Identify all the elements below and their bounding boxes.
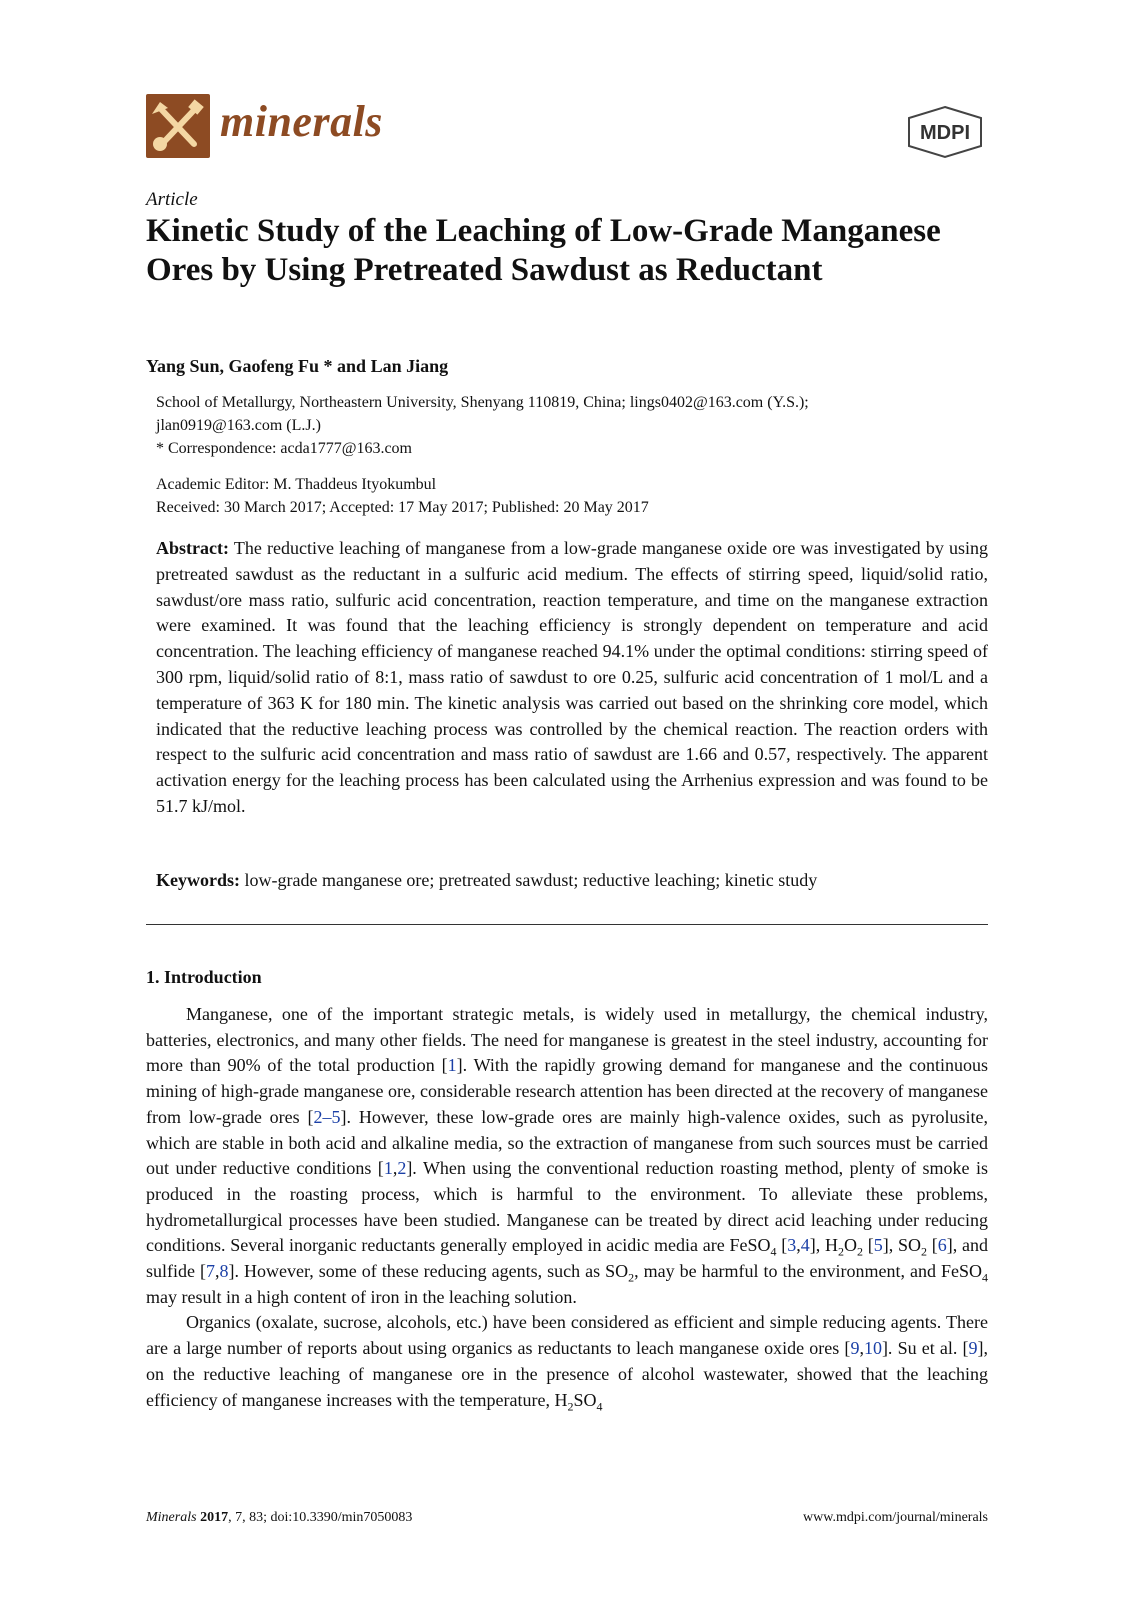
section-divider — [146, 924, 988, 925]
abstract-text: The reductive leaching of manganese from a low-grade manganese oxide ore was investigated by using pretreated sawdust as the reductant in a sulfuric acid medium. The effects of stirring speed, liquid/solid ratio, sawdust/ore mass ratio, sulfuric acid concentration, reaction temperature, and time on the manganese extraction were examined. It was found that the leaching efficiency is strongly dependent on temperature and acid concentration. The leaching efficiency of manganese reached 94.1% under the optimal conditions: stirring speed of 300 rpm, liquid/solid ratio of 8:1, mass ratio of sawdust to ore 0.25, sulfuric acid concentration of 1 mol/L and a temperature of 363 K for 180 min. The kinetic analysis was carried out based on the shrinking core model, which indicated that the reductive leaching process was controlled by the chemical reaction. The reaction orders with respect to the sulfuric acid concentration and mass ratio of sawdust are 1.66 and 0.57, respectively. The apparent activation energy for the leaching process has been calculated using the Arrhenius expression and was found to be 51.7 kJ/mol. — [156, 538, 988, 816]
citation-link[interactable]: 4 — [800, 1235, 810, 1256]
abstract-label: Abstract: — [156, 538, 229, 558]
paragraph: Organics (oxalate, sucrose, alcohols, etc.) have been considered as efficient and simple reducing agents. There are a large number of reports about using organics as reductants to leach manganese oxide ores [9,10]. Su et al. [9], on the reductive leaching of manganese ore in the presence of alcohol wastewater, showed that the leaching efficiency of manganese increases with the temperature, $H_2SO_4$ — [146, 1312, 989, 1414]
journal-name: minerals — [220, 97, 383, 146]
citation-link[interactable]: 2–5 — [313, 1106, 341, 1127]
footer-url[interactable]: www.mdpi.com/journal/minerals — [803, 1510, 988, 1525]
author-list: Yang Sun, Gaofeng Fu * and Lan Jiang — [146, 356, 449, 376]
citation-link[interactable]: 9 — [850, 1338, 860, 1359]
article-type: Article — [146, 189, 198, 210]
footer-citation: Minerals 2017, 7, 83; doi:10.3390/min7050083 — [146, 1510, 413, 1525]
keywords-label: Keywords: — [156, 870, 240, 890]
citation-link[interactable]: 2 — [397, 1158, 407, 1179]
citation-link[interactable]: 6 — [937, 1235, 947, 1256]
citation-link[interactable]: 8 — [219, 1261, 229, 1282]
keywords — [156, 870, 988, 891]
academic-editor: Academic Editor: M. Thaddeus Ityokumbul — [156, 476, 437, 493]
abstract — [156, 536, 988, 820]
citation-link[interactable]: 1 — [447, 1055, 457, 1076]
citation-link[interactable]: 3 — [787, 1235, 797, 1256]
citation-link[interactable]: 7 — [205, 1261, 215, 1282]
affiliation-line: School of Metallurgy, Northeastern University, Shenyang 110819, China; lings0402@163.com (Y.S.); — [156, 394, 809, 411]
correspondence: * Correspondence: acda1777@163.com — [156, 440, 412, 457]
publication-dates: Received: 30 March 2017; Accepted: 17 May 2017; Published: 20 May 2017 — [156, 499, 649, 516]
keywords-text: low-grade manganese ore; pretreated sawdust; reductive leaching; kinetic study — [244, 870, 818, 890]
affiliation-line: jlan0919@163.com (L.J.) — [156, 417, 321, 434]
mdpi-logo-text: MDPI — [920, 122, 970, 144]
citation-link[interactable]: 9 — [968, 1338, 978, 1359]
body-text — [146, 1002, 988, 1413]
citation-link[interactable]: 5 — [873, 1235, 883, 1256]
article-title: Kinetic Study of the Leaching of Low-Grade Manganese Ores by Using Pretreated Sawdust as Reductant — [146, 213, 941, 288]
citation-link[interactable]: 10 — [863, 1338, 882, 1359]
section-heading: 1. Introduction — [146, 967, 262, 987]
citation-link[interactable]: 1 — [383, 1158, 393, 1179]
paragraph: Manganese, one of the important strategic metals, is widely used in metallurgy, the chemical industry, batteries, electronics, and many other fields. The need for manganese is greatest in the steel industry, accounting for more than 90% of the total production [1]. With the rapidly growing demand for manganese and the continuous mining of high-grade manganese ore, considerable research attention has been directed at the recovery of manganese from low-grade ores [2–5]. However, these low-grade ores are mainly high-valence oxides, such as pyrolusite, which are stable in both acid and alkaline media, so the extraction of manganese from such sources must be carried out under reductive conditions [1,2]. When using the conventional reduction roasting method, plenty of smoke is produced in the roasting process, which is harmful to the environment. To alleviate these problems, hydrometallurgical processes have been studied. Manganese can be treated by direct acid leaching under reducing conditions. Several inorganic reductants generally employed in acidic media are FeSO$_4$ [3,4], $H_2O_2$ [5], $SO_2$ [6], and sulfide [7,8]. However, some of these reducing agents, such as $SO_2$, may be harmful to the environment, and FeSO$_4$ may result in a high content of iron in the leaching solution. — [146, 1004, 989, 1307]
journal-logo-icon — [146, 94, 210, 158]
mdpi-logo — [903, 104, 987, 160]
